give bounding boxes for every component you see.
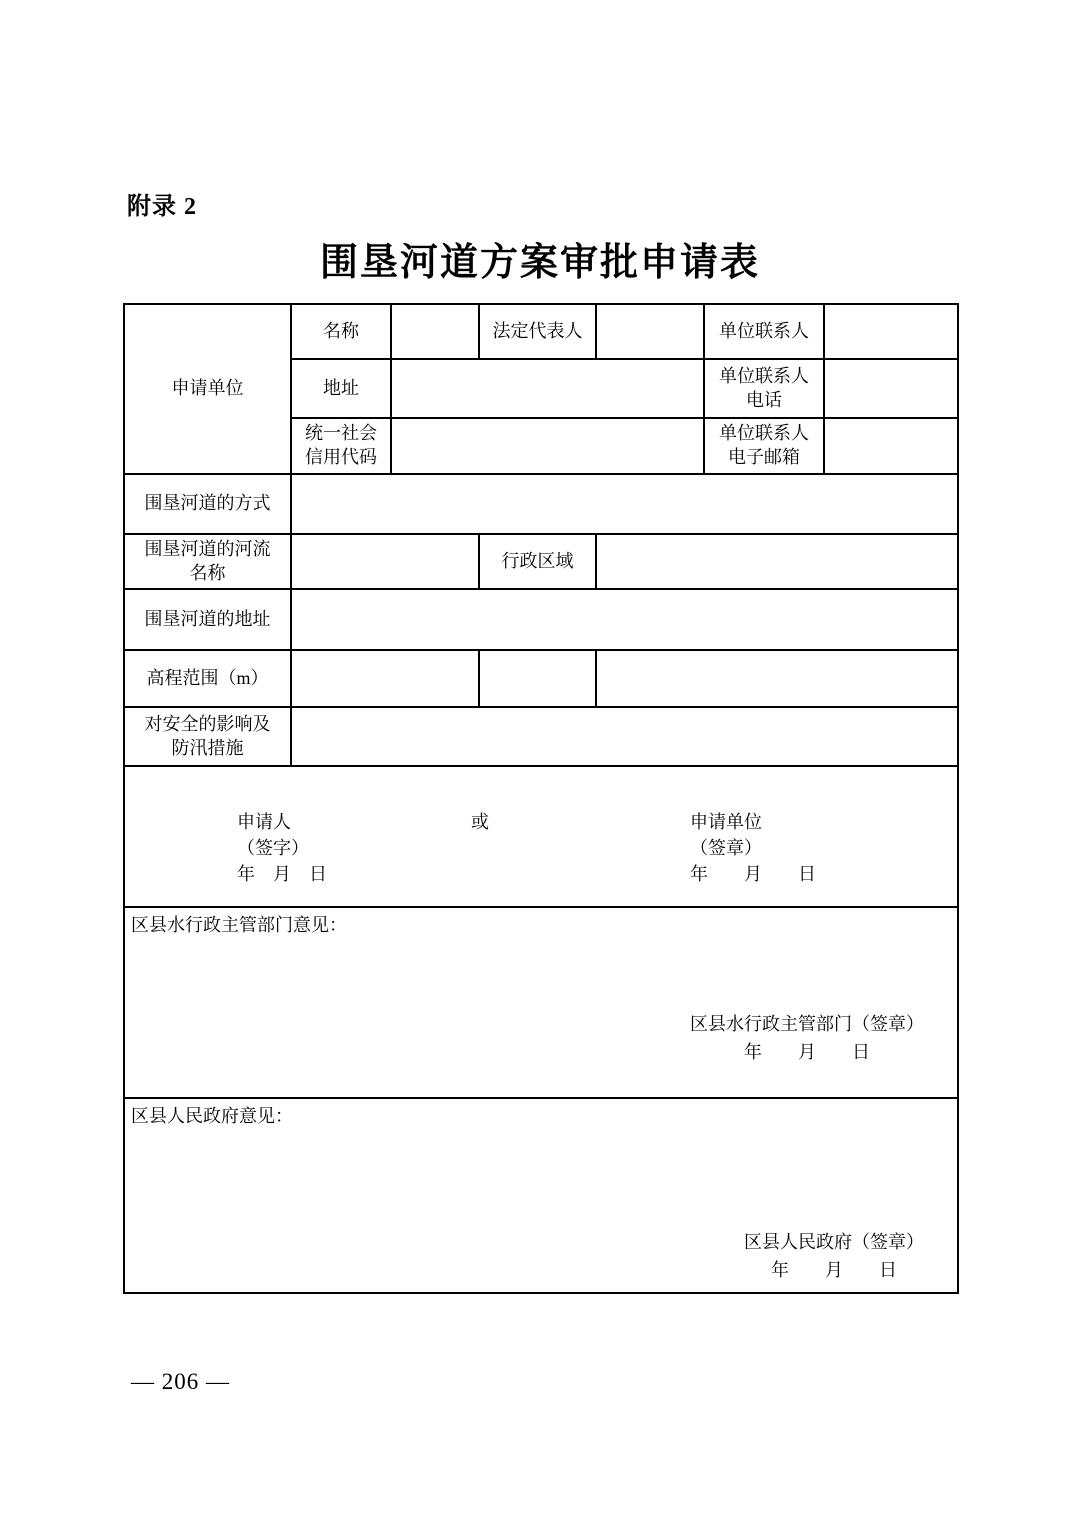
label-line: 统一社会 [305, 423, 377, 444]
unit-address-label: 地址 [291, 359, 391, 418]
label-line: 单位联系人 [719, 423, 809, 444]
label-line: 防汛措施 [171, 737, 244, 758]
label-line: 对安全的影响及 [144, 713, 271, 734]
reclamation-mode-field [291, 474, 958, 534]
admin-region-label: 行政区域 [479, 534, 596, 589]
water-dept-opinion-cell [124, 907, 958, 1098]
table-row [124, 534, 958, 589]
applicant-signature-block [237, 809, 327, 887]
page-title: 围垦河道方案审批申请表 [319, 242, 760, 284]
reclamation-address-field [291, 589, 958, 650]
or-label: 或 [471, 812, 489, 832]
application-form-table [123, 303, 959, 1294]
reclamation-address-label: 围垦河道的地址 [124, 589, 291, 650]
elevation-field-3 [596, 650, 958, 707]
appendix-label: 附录 2 [127, 194, 197, 220]
unit-stamp-hint: （签章） [690, 838, 762, 858]
unit-contact-phone-label [704, 359, 824, 418]
unit-contact-label: 单位联系人 [704, 304, 824, 359]
water-dept-signature-block [690, 1010, 924, 1066]
label-line: 单位联系人 [719, 365, 809, 386]
table-row [124, 474, 958, 534]
government-date-line: 年 月 日 [771, 1260, 897, 1280]
water-dept-opinion-heading: 区县水行政主管部门意见： [131, 915, 347, 935]
unit-name-label: 名称 [291, 304, 391, 359]
unit-address-field [391, 359, 704, 418]
label-line: 围垦河道的河流 [144, 538, 271, 559]
water-dept-stamp-label: 区县水行政主管部门（签章） [690, 1014, 924, 1034]
reclamation-mode-label: 围垦河道的方式 [124, 474, 291, 534]
government-opinion-cell [124, 1098, 958, 1293]
unit-contact-phone-field [824, 359, 958, 418]
unit-signer-label: 申请单位 [690, 812, 762, 832]
credit-code-field [391, 418, 704, 474]
applicant-date-line: 年 月 日 [237, 864, 327, 884]
safety-impact-field [291, 707, 958, 766]
legal-representative-field [596, 304, 704, 359]
signature-cell [124, 766, 958, 907]
page-number: — 206 — [131, 1369, 230, 1394]
unit-name-field [391, 304, 479, 359]
water-dept-opinion-row [124, 907, 958, 1098]
unit-signature-block [690, 809, 816, 887]
table-row [124, 650, 958, 707]
elevation-field-1 [291, 650, 479, 707]
legal-representative-label: 法定代表人 [479, 304, 596, 359]
table-row [124, 707, 958, 766]
government-opinion-row [124, 1098, 958, 1293]
table-row [124, 304, 958, 359]
elevation-range-label: 高程范围（m） [124, 650, 291, 707]
safety-impact-label [124, 707, 291, 766]
label-line: 电子邮箱 [728, 447, 800, 467]
applicant-sign-hint: （签字） [237, 838, 309, 858]
applicant-section-label: 申请单位 [124, 304, 291, 474]
unit-contact-email-field [824, 418, 958, 474]
label-line: 名称 [189, 562, 226, 583]
credit-code-label [291, 418, 391, 474]
unit-contact-email-label [704, 418, 824, 474]
government-signature-block [744, 1228, 924, 1284]
unit-contact-field [824, 304, 958, 359]
unit-date-line: 年 月 日 [690, 864, 816, 884]
label-line: 信用代码 [305, 447, 377, 467]
river-name-label [124, 534, 291, 589]
applicant-signer-label: 申请人 [237, 812, 291, 832]
table-row [124, 589, 958, 650]
signature-row [124, 766, 958, 907]
admin-region-field [596, 534, 958, 589]
government-opinion-heading: 区县人民政府意见： [131, 1106, 293, 1126]
elevation-field-2 [479, 650, 596, 707]
river-name-field [291, 534, 479, 589]
government-stamp-label: 区县人民政府（签章） [744, 1232, 924, 1252]
water-dept-date-line: 年 月 日 [744, 1042, 870, 1062]
label-line: 电话 [746, 389, 782, 410]
